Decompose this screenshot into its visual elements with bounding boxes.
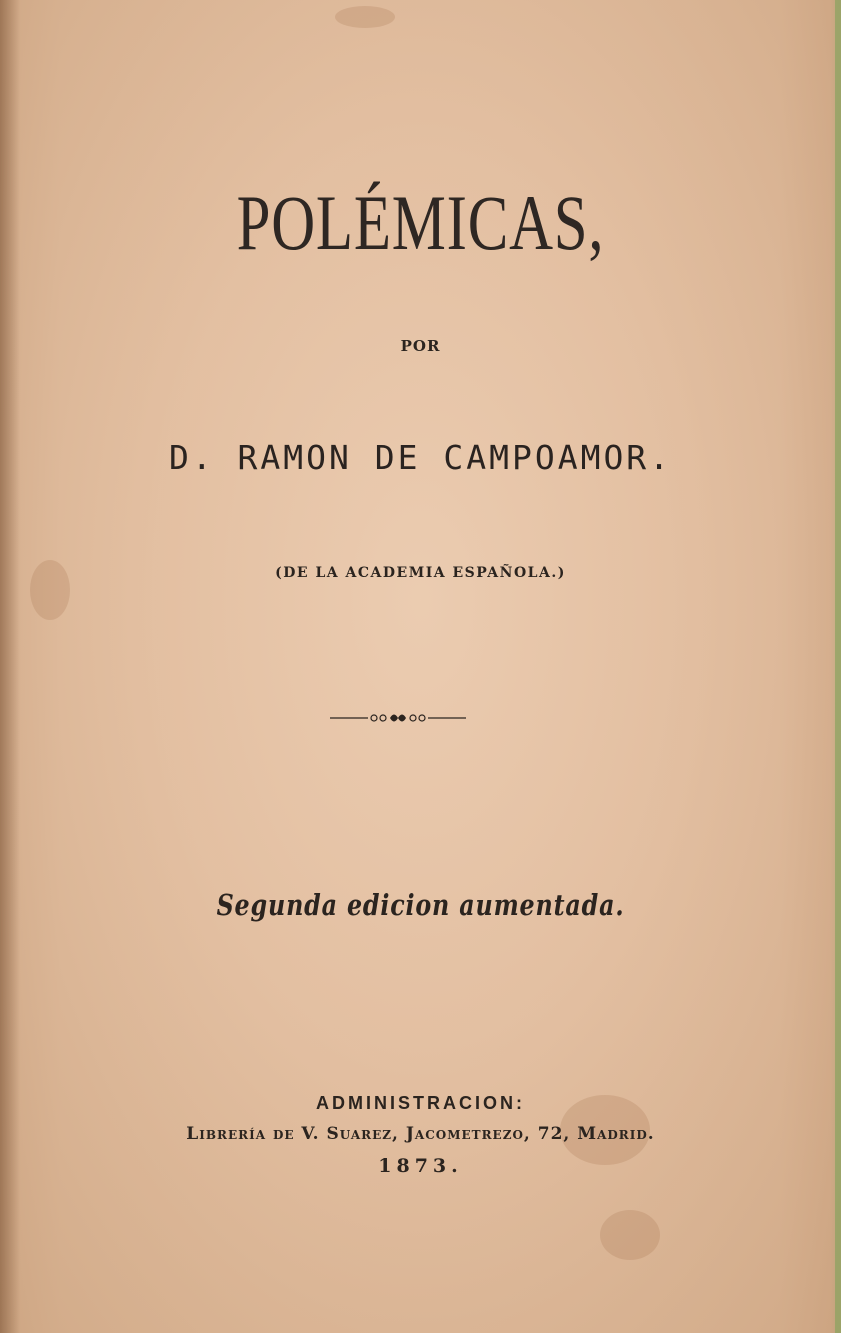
publisher-heading: ADMINISTRACION: <box>316 1093 525 1113</box>
decorative-rule-ornament-icon <box>330 708 466 728</box>
book-title: POLÉMICAS, <box>236 179 605 266</box>
edition-statement: Segunda edicion aumentada. <box>216 888 625 922</box>
by-line: POR <box>400 337 441 355</box>
author-name: D. RAMON DE CAMPOAMOR. <box>168 438 673 477</box>
author-affiliation: (DE LA ACADEMIA ESPAÑOLA.) <box>275 565 566 581</box>
paper-stain <box>600 1210 660 1260</box>
publisher-imprint: Librería de V. Suarez, Jacometrezo, 72, Madrid. <box>186 1124 655 1144</box>
publication-year: 1873. <box>378 1155 463 1177</box>
paper-stain <box>335 6 395 28</box>
